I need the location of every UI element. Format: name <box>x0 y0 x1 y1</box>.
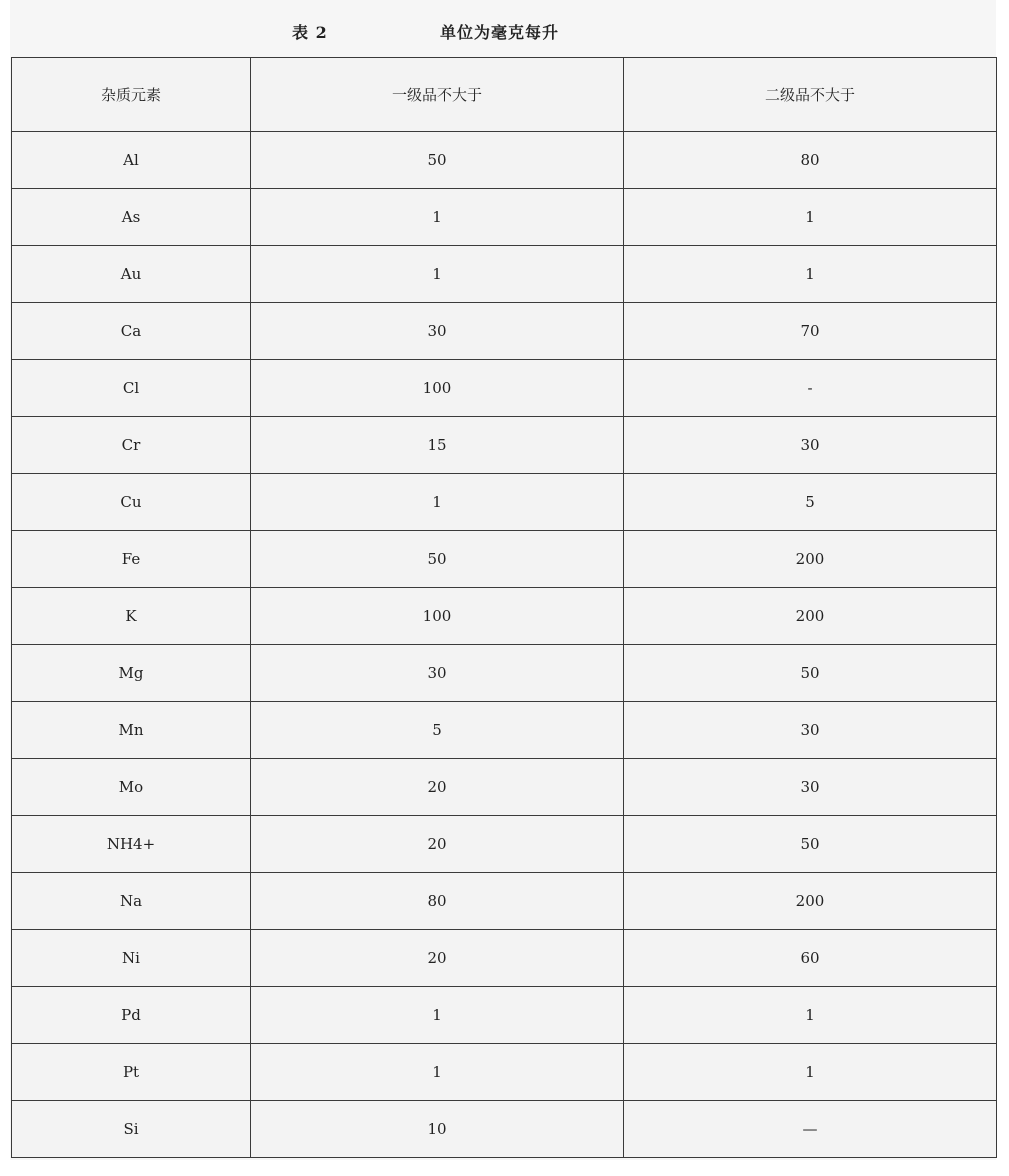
table-row <box>12 360 997 417</box>
element-cell: Na <box>12 873 251 930</box>
element-cell: K <box>12 588 251 645</box>
table-title: 表 2 <box>292 23 328 42</box>
grade-1-cell: 20 <box>251 759 624 816</box>
grade-1-cell: 15 <box>251 417 624 474</box>
element-cell: Ca <box>12 303 251 360</box>
table-caption <box>10 0 996 58</box>
grade-1-cell: 50 <box>251 531 624 588</box>
element-cell: Mg <box>12 645 251 702</box>
grade-2-cell: — <box>624 1101 997 1158</box>
grade-2-cell: 1 <box>624 246 997 303</box>
table-row <box>12 645 997 702</box>
element-cell: As <box>12 189 251 246</box>
grade-2-cell: 200 <box>624 531 997 588</box>
grade-1-cell: 1 <box>251 987 624 1044</box>
element-cell: Cl <box>12 360 251 417</box>
grade-1-cell: 1 <box>251 246 624 303</box>
grade-1-cell: 30 <box>251 303 624 360</box>
grade-2-cell: 50 <box>624 645 997 702</box>
grade-2-cell: 30 <box>624 702 997 759</box>
table-unit-note: 单位为毫克每升 <box>440 23 560 42</box>
grade-1-cell: 20 <box>251 930 624 987</box>
element-cell: Cr <box>12 417 251 474</box>
table-row <box>12 816 997 873</box>
table-row <box>12 702 997 759</box>
grade-1-cell: 5 <box>251 702 624 759</box>
element-cell: Al <box>12 132 251 189</box>
element-cell: Ni <box>12 930 251 987</box>
grade-2-cell: 60 <box>624 930 997 987</box>
table-row <box>12 189 997 246</box>
element-cell: Mo <box>12 759 251 816</box>
grade-1-cell: 50 <box>251 132 624 189</box>
element-cell: Fe <box>12 531 251 588</box>
table-row <box>12 588 997 645</box>
header-grade-1-max: 一级品不大于 <box>251 58 624 132</box>
table-row <box>12 1101 997 1158</box>
grade-2-cell: 1 <box>624 189 997 246</box>
grade-1-cell: 10 <box>251 1101 624 1158</box>
table-row <box>12 474 997 531</box>
grade-1-cell: 1 <box>251 474 624 531</box>
element-cell: Pt <box>12 1044 251 1101</box>
element-cell: Cu <box>12 474 251 531</box>
element-cell: Pd <box>12 987 251 1044</box>
table-header-row <box>12 58 997 132</box>
grade-2-cell: 200 <box>624 873 997 930</box>
grade-2-cell: - <box>624 360 997 417</box>
grade-2-cell: 5 <box>624 474 997 531</box>
table-row <box>12 303 997 360</box>
grade-1-cell: 1 <box>251 1044 624 1101</box>
grade-1-cell: 80 <box>251 873 624 930</box>
table-row <box>12 873 997 930</box>
table-row <box>12 987 997 1044</box>
grade-2-cell: 30 <box>624 417 997 474</box>
impurity-limits-table <box>11 57 997 1158</box>
table-row <box>12 930 997 987</box>
grade-2-cell: 70 <box>624 303 997 360</box>
table-row <box>12 531 997 588</box>
grade-1-cell: 30 <box>251 645 624 702</box>
grade-2-cell: 50 <box>624 816 997 873</box>
element-cell: NH4+ <box>12 816 251 873</box>
table-row <box>12 1044 997 1101</box>
table-row <box>12 132 997 189</box>
element-cell: Mn <box>12 702 251 759</box>
element-cell: Au <box>12 246 251 303</box>
header-impurity-element: 杂质元素 <box>12 58 251 132</box>
grade-1-cell: 20 <box>251 816 624 873</box>
element-cell: Si <box>12 1101 251 1158</box>
grade-2-cell: 80 <box>624 132 997 189</box>
grade-2-cell: 1 <box>624 987 997 1044</box>
table-row <box>12 417 997 474</box>
grade-2-cell: 200 <box>624 588 997 645</box>
grade-1-cell: 1 <box>251 189 624 246</box>
grade-2-cell: 30 <box>624 759 997 816</box>
grade-1-cell: 100 <box>251 360 624 417</box>
header-grade-2-max: 二级品不大于 <box>624 58 997 132</box>
table-row <box>12 246 997 303</box>
grade-2-cell: 1 <box>624 1044 997 1101</box>
table-row <box>12 759 997 816</box>
grade-1-cell: 100 <box>251 588 624 645</box>
